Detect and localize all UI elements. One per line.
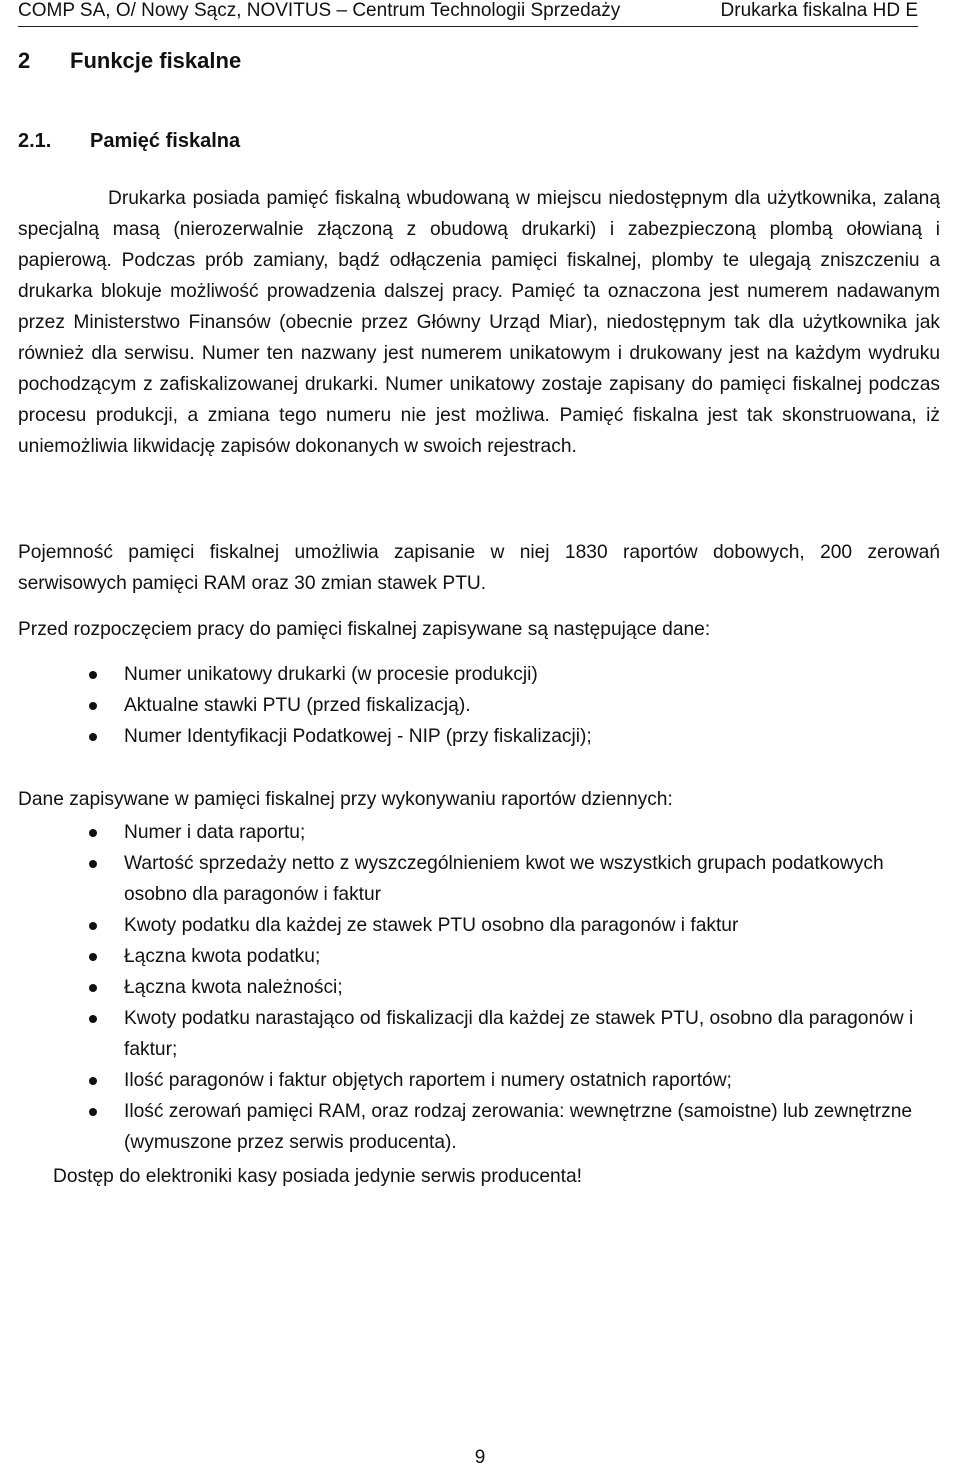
list-item: Numer i data raportu; <box>18 817 940 848</box>
before-work-list <box>18 659 940 752</box>
page-number: 9 <box>474 1447 486 1468</box>
access-note: Dostęp do elektroniki kasy posiada jedynie serwis producenta! <box>53 1166 583 1187</box>
capacity-paragraph: Pojemność pamięci fiskalnej umożliwia zapisanie w niej 1830 raportów dobowych, 200 zerowań serwisowych pamięci RAM oraz 30 zmian stawek PTU. <box>18 542 940 594</box>
list-item: Kwoty podatku narastająco od fiskalizacji dla każdej ze stawek PTU, osobno dla paragonów i faktur; <box>18 1003 940 1065</box>
section-heading <box>18 48 241 74</box>
subsection-number: 2.1. <box>18 130 52 152</box>
list-item: Aktualne stawki PTU (przed fiskalizacją). <box>18 690 940 721</box>
subsection-title: Pamięć fiskalna <box>90 130 241 152</box>
list-item: Ilość paragonów i faktur objętych raportem i numery ostatnich raportów; <box>18 1065 940 1096</box>
daily-report-paragraph: Dane zapisywane w pamięci fiskalnej przy wykonywaniu raportów dziennych: <box>18 789 673 810</box>
list-item: Numer Identyfikacji Podatkowej - NIP (przy fiskalizacji); <box>18 721 940 752</box>
list-item: Ilość zerowań pamięci RAM, oraz rodzaj zerowania: wewnętrzne (samoistne) lub zewnętrzne (wymuszone przez serwis producenta). <box>18 1096 940 1158</box>
header-product: Drukarka fiskalna HD E <box>720 0 918 21</box>
section-number: 2 <box>18 48 31 73</box>
before-work-paragraph: Przed rozpoczęciem pracy do pamięci fiskalnej zapisywane są następujące dane: <box>18 619 711 640</box>
list-item: Kwoty podatku dla każdej ze stawek PTU osobno dla paragonów i faktur <box>18 910 940 941</box>
page-header <box>18 0 918 27</box>
section-title: Funkcje fiskalne <box>70 48 242 73</box>
list-item: Numer unikatowy drukarki (w procesie produkcji) <box>18 659 940 690</box>
intro-paragraph: Drukarka posiada pamięć fiskalną wbudowaną w miejscu niedostępnym dla użytkownika, zalaną specjalną masą (nierozerwalnie złączoną z obudową drukarki) i zabezpieczoną plombą ołowianą i papierową. Podczas prób zamiany, bądź odłączenia pamięci fiskalnej, plomby te ulegają zniszczeniu a drukarka blokuje możliwość prowadzenia dalszej pracy. Pamięć ta oznaczona jest numerem nadawanym przez Ministerstwo Finansów (obecnie przez Główny Urząd Miar), niedostępnym tak dla użytkownika jak również dla serwisu. Numer ten nazwany jest numerem unikatowym i drukowany jest na każdym wydruku pochodzącym z zafiskalizowanej drukarki. Numer unikatowy zostaje zapisany do pamięci fiskalnej podczas procesu produkcji, a zmiana tego numeru nie jest możliwa. Pamięć fiskalna jest tak skonstruowana, iż uniemożliwia likwidację zapisów dokonanych w swoich rejestrach. <box>18 188 940 457</box>
subsection-heading <box>18 130 240 153</box>
list-item: Wartość sprzedaży netto z wyszczególnieniem kwot we wszystkich grupach podatkowych osobno dla paragonów i faktur <box>18 848 940 910</box>
header-company: COMP SA, O/ Nowy Sącz, NOVITUS – Centrum Technologii Sprzedaży <box>18 0 621 21</box>
list-item: Łączna kwota należności; <box>18 972 940 1003</box>
daily-report-list <box>18 817 940 1158</box>
list-item: Łączna kwota podatku; <box>18 941 940 972</box>
